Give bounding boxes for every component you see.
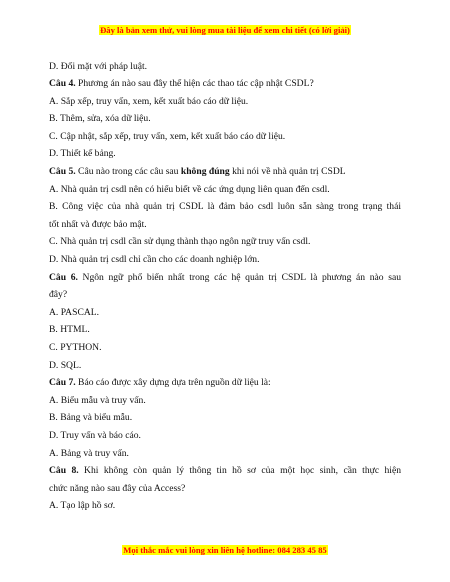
question-text: Câu nào trong các câu sau (75, 166, 181, 178)
hotline-notice-text: Mọi thắc mắc vui lòng xin liên hệ hotline: 084 283 45 85 (123, 545, 327, 555)
answer-option: A. Bảng và truy vấn. (49, 447, 129, 459)
preview-notice-text: Đây là bản xem thử, vui lòng mua tài liệu để xem chi tiết (có lời giải) (100, 25, 350, 35)
question-text: Khi không còn quản lý thông tin hồ sơ của một học sinh, cần thực hiện (78, 465, 401, 477)
question-7 (49, 374, 401, 392)
answer-option: D. Thiết kế bảng. (49, 148, 116, 160)
answer-option: B. HTML. (49, 324, 90, 336)
question-8 (49, 462, 401, 480)
answer-option: C. Nhà quản trị csdl cần sử dụng thành thạo ngôn ngữ truy vấn csdl. (49, 236, 311, 248)
question-4 (49, 75, 401, 93)
answer-option: B. Thêm, sửa, xóa dữ liệu. (49, 113, 151, 125)
answer-option: A. PASCAL. (49, 306, 100, 318)
question-label: Câu 8. (49, 465, 79, 477)
answer-option-continued: tốt nhất và được bảo mật. (49, 218, 147, 230)
answer-option: B. Công việc của nhà quản trị CSDL là đảm bảo csdl luôn sẵn sàng trong trạng thái (49, 201, 401, 213)
question-text-continued: chức năng nào sau đây của Access? (49, 482, 186, 494)
answer-option: C. PYTHON. (49, 342, 102, 353)
question-text: Phương án nào sau đây thể hiện các thao tác cập nhật CSDL? (75, 78, 314, 90)
question-text-continued: đây? (49, 289, 68, 301)
answer-option: A. Nhà quản trị csdl nên có hiểu biết về các ứng dụng liên quan đến csdl. (49, 183, 330, 195)
question-label: Câu 7. (49, 377, 76, 389)
answer-option: B. Bảng và biểu mẫu. (49, 412, 133, 424)
answer-option: A. Biểu mẫu và truy vấn. (49, 394, 146, 406)
answer-option: A. Tạo lập hồ sơ. (49, 500, 116, 512)
answer-line: D. Đối mặt với pháp luật. (49, 60, 148, 72)
question-label: Câu 5. (49, 166, 76, 178)
question-label: Câu 4. (49, 78, 76, 90)
preview-notice-banner (0, 25, 450, 36)
question-text: Ngôn ngữ phổ biến nhất trong các hệ quản trị CSDL là phương án nào sau (77, 271, 401, 283)
answer-option: D. Truy vấn và báo cáo. (49, 429, 141, 441)
hotline-notice-banner (0, 545, 450, 556)
question-5 (49, 163, 401, 181)
question-text: Báo cáo được xây dựng dựa trên nguồn dữ liệu là: (75, 377, 271, 389)
question-emphasis: không đúng (180, 166, 230, 178)
document-body (49, 58, 401, 515)
answer-option: D. Nhà quản trị csdl chỉ cần cho các doanh nghiệp lớn. (49, 254, 260, 266)
answer-option: A. Sắp xếp, truy vấn, xem, kết xuất báo cáo dữ liệu. (49, 95, 249, 107)
answer-option: D. SQL. (49, 359, 82, 371)
question-label: Câu 6. (49, 271, 78, 283)
answer-option: C. Cập nhật, sắp xếp, truy vấn, xem, kết xuất báo cáo dữ liệu. (49, 130, 286, 142)
question-text: khi nói về nhà quản trị CSDL (229, 166, 346, 178)
question-6 (49, 269, 401, 287)
